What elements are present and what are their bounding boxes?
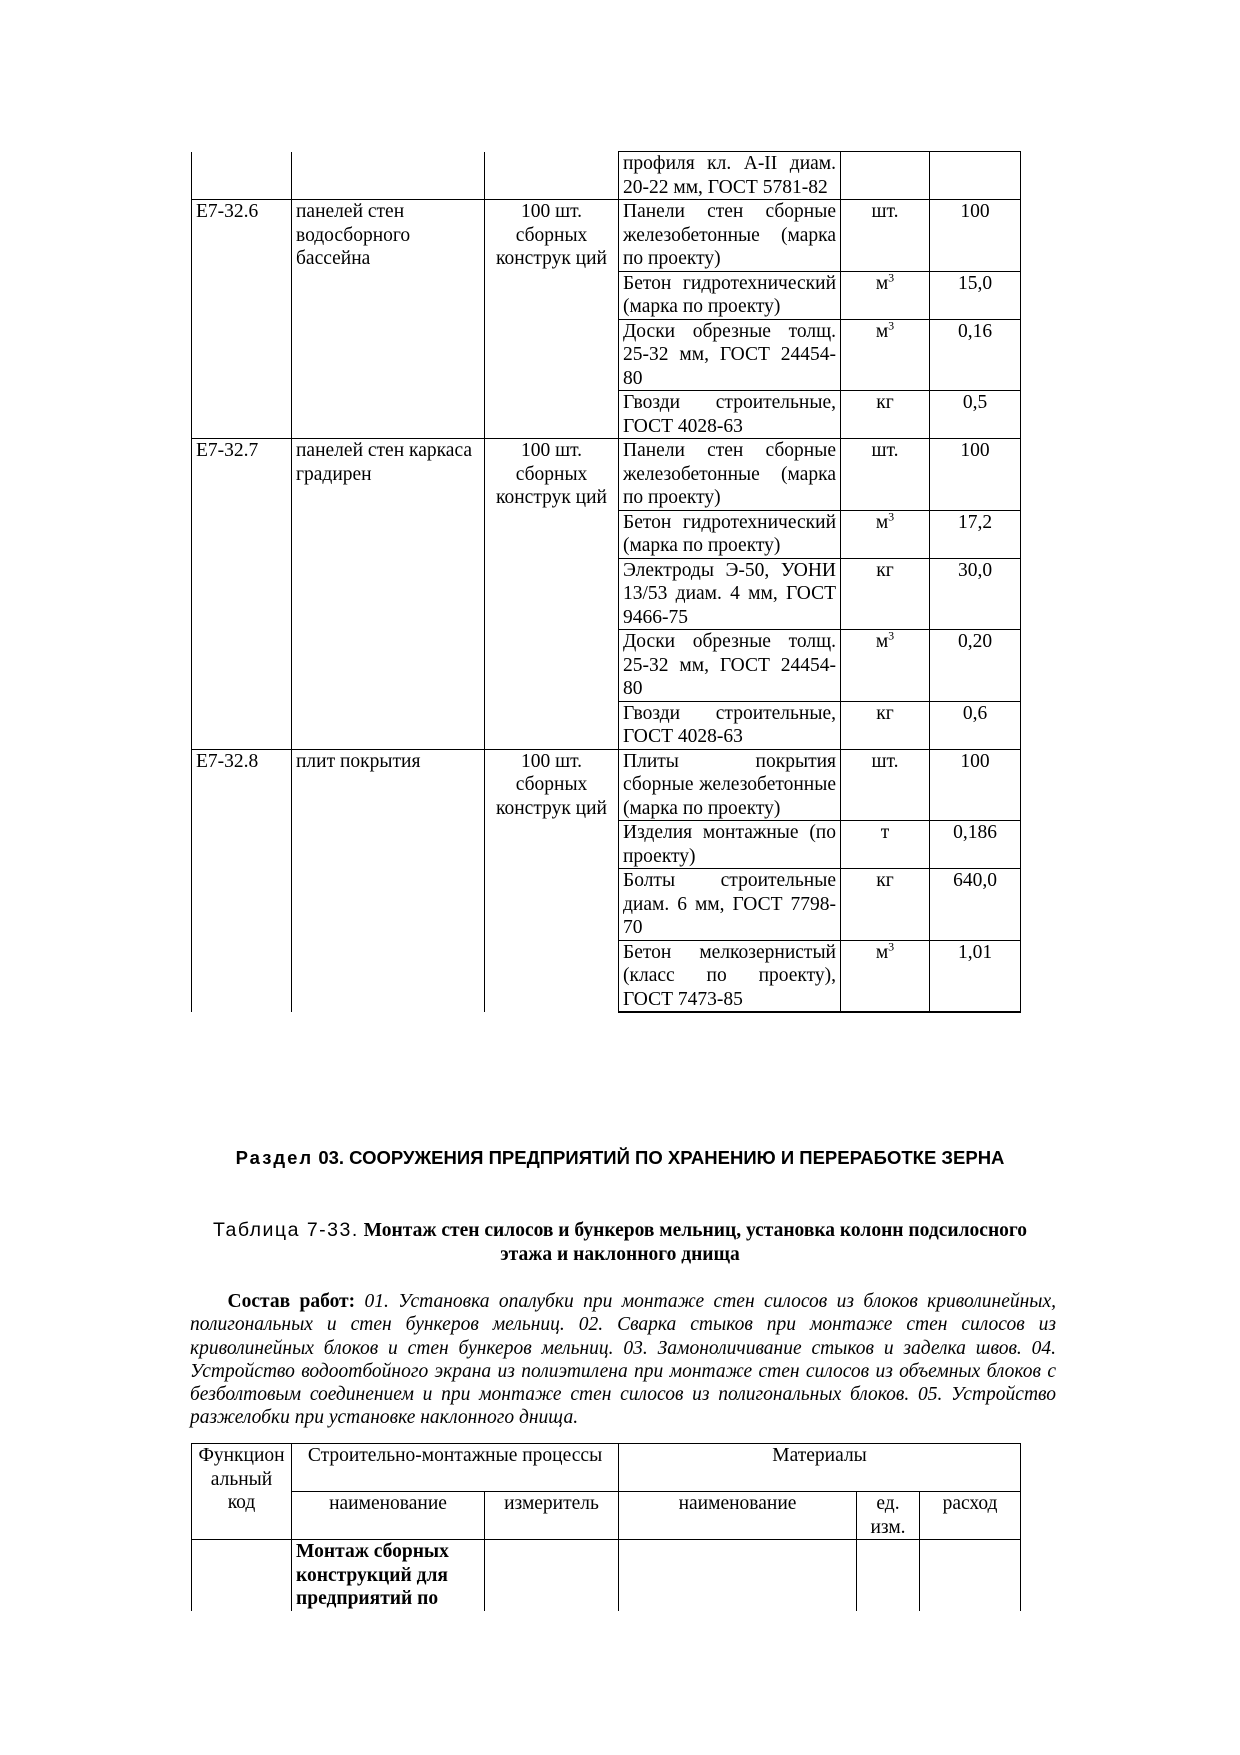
material-unit-text: кг	[876, 392, 894, 413]
material-name: Доски обрезные толщ. 25-32 мм, ГОСТ 24454-80	[619, 319, 841, 391]
header-mat-unit: ед. изм.	[857, 1492, 920, 1540]
cell-unit	[485, 1540, 619, 1611]
material-unit	[841, 630, 930, 702]
material-unit-sup: 3	[888, 270, 895, 284]
material-unit-text: м	[875, 941, 889, 963]
material-unit	[841, 271, 930, 319]
table-row	[192, 200, 1021, 272]
header-proc-unit: измеритель	[485, 1492, 619, 1540]
table-row	[192, 749, 1021, 821]
row-process	[292, 152, 485, 200]
material-unit-text: шт.	[871, 201, 899, 222]
header-processes: Строительно-монтажные процессы	[292, 1444, 619, 1492]
material-name: Гвозди строительные, ГОСТ 4028-63	[619, 391, 841, 439]
work-label: Состав работ:	[227, 1291, 356, 1312]
row-unit: 100 шт. сборных конструк ций	[485, 200, 619, 439]
material-qty: 0,6	[930, 701, 1021, 749]
material-unit-text: м	[875, 272, 889, 294]
material-unit	[841, 940, 930, 1012]
cell-mat-name	[619, 1540, 857, 1611]
cell-mat-unit	[857, 1540, 920, 1611]
material-name: Бетон мелкозернистый (класс по проекту), ГОСТ 7473-85	[619, 940, 841, 1012]
material-unit	[841, 821, 930, 869]
header-materials: Материалы	[619, 1444, 1021, 1492]
cell-process: Монтаж сборных конструкций для предприятий по	[292, 1540, 485, 1611]
material-name: Доски обрезные толщ. 25-32 мм, ГОСТ 24454-80	[619, 630, 841, 702]
material-unit-text: м	[875, 631, 889, 652]
row-code: Е7-32.8	[192, 749, 292, 1012]
row-code: Е7-32.7	[192, 439, 292, 750]
material-qty: 0,5	[930, 391, 1021, 439]
material-unit	[841, 558, 930, 630]
table-heading	[190, 1218, 1050, 1267]
material-unit-text: м	[875, 511, 889, 533]
material-unit	[841, 510, 930, 558]
material-name: Бетон гидротехнический (марка по проекту)	[619, 271, 841, 319]
material-unit	[841, 749, 930, 821]
material-name: Гвозди строительные, ГОСТ 4028-63	[619, 701, 841, 749]
table-row	[192, 152, 1021, 200]
material-qty: 0,16	[930, 319, 1021, 391]
material-unit	[841, 439, 930, 511]
material-unit-text: шт.	[871, 440, 899, 461]
material-qty: 30,0	[930, 558, 1021, 630]
row-unit: 100 шт. сборных конструк ций	[485, 439, 619, 750]
materials-table-continuation	[191, 151, 1021, 1013]
material-unit	[841, 391, 930, 439]
material-unit	[841, 701, 930, 749]
material-qty	[930, 152, 1021, 200]
row-process: панелей стен водосборного бассейна	[292, 200, 485, 439]
material-name: профиля кл. А-II диам. 20-22 мм, ГОСТ 5781-82	[619, 152, 841, 200]
row-unit: 100 шт. сборных конструк ций	[485, 749, 619, 1012]
material-qty: 1,01	[930, 940, 1021, 1012]
material-unit-sup: 3	[888, 939, 895, 953]
material-qty: 100	[930, 200, 1021, 272]
header-code: Функцион альный код	[192, 1444, 292, 1540]
material-qty: 100	[930, 439, 1021, 511]
table-title-text: Монтаж стен силосов и бункеров мельниц, установка колонн подсилосного этажа и наклонного днища	[363, 1220, 1028, 1265]
material-name: Изделия монтажные (по проекту)	[619, 821, 841, 869]
cell-mat-qty	[920, 1540, 1021, 1611]
material-unit	[841, 869, 930, 941]
section-title	[200, 1146, 1040, 1170]
material-unit	[841, 319, 930, 391]
material-qty: 15,0	[930, 271, 1021, 319]
material-qty: 17,2	[930, 510, 1021, 558]
header-proc-name: наименование	[292, 1492, 485, 1540]
material-unit	[841, 200, 930, 272]
table-row	[192, 439, 1021, 511]
material-unit-sup: 3	[888, 318, 895, 332]
material-unit-text: т	[880, 822, 890, 843]
row-code: Е7-32.6	[192, 200, 292, 439]
header-mat-name: наименование	[619, 1492, 857, 1540]
material-unit	[841, 152, 930, 200]
work-text: 01. Установка опалубки при монтаже стен силосов из блоков криволинейных, полигональных и стен бункеров мельниц. 02. Сварка стыков при монтаже стен силосов из криволинейных блоков и стен бункеров мельниц. 03. Замоноличивание стыков и заделка швов. 04. Устройство водоотбойного экрана из полиэтилена при монтаже стен силосов из объемных блоков с безболтовым соединением и при монтаже стен силосов из полигональных блоков. 05. Устройство разжелобки при установке наклонного днища.	[190, 1291, 1057, 1429]
work-composition	[190, 1290, 1056, 1430]
material-name: Плиты покрытия сборные железобетонные (марка по проекту)	[619, 749, 841, 821]
material-name: Электроды Э-50, УОНИ 13/53 диам. 4 мм, ГОСТ 9466-75	[619, 558, 841, 630]
row-unit	[485, 152, 619, 200]
material-name: Болты строительные диам. 6 мм, ГОСТ 7798-70	[619, 869, 841, 941]
material-unit-text: кг	[876, 702, 894, 724]
material-name: Бетон гидротехнический (марка по проекту)	[619, 510, 841, 558]
material-name: Панели стен сборные железобетонные (марка по проекту)	[619, 439, 841, 511]
section-title-text: 03. СООРУЖЕНИЯ ПРЕДПРИЯТИЙ ПО ХРАНЕНИЮ И ПЕРЕРАБОТКЕ ЗЕРНА	[318, 1147, 1005, 1168]
section-label: Раздел	[235, 1147, 314, 1168]
new-table-header	[191, 1443, 1021, 1611]
table-label: Таблица 7-33.	[212, 1219, 359, 1241]
row-process: панелей стен каркаса градирен	[292, 439, 485, 750]
material-qty: 100	[930, 749, 1021, 821]
material-unit-text: кг	[876, 870, 894, 891]
material-qty: 640,0	[930, 869, 1021, 941]
row-code	[192, 152, 292, 200]
material-unit-text: м	[875, 320, 889, 342]
material-unit-sup: 3	[888, 628, 895, 643]
material-qty: 0,20	[930, 630, 1021, 702]
material-unit-text: шт.	[871, 750, 899, 772]
material-name: Панели стен сборные железобетонные (марка по проекту)	[619, 200, 841, 272]
material-unit-text: кг	[876, 559, 894, 581]
row-process: плит покрытия	[292, 749, 485, 1012]
cell-code	[192, 1540, 292, 1611]
header-mat-qty: расход	[920, 1492, 1021, 1540]
material-qty: 0,186	[930, 821, 1021, 869]
material-unit-sup: 3	[888, 509, 895, 523]
